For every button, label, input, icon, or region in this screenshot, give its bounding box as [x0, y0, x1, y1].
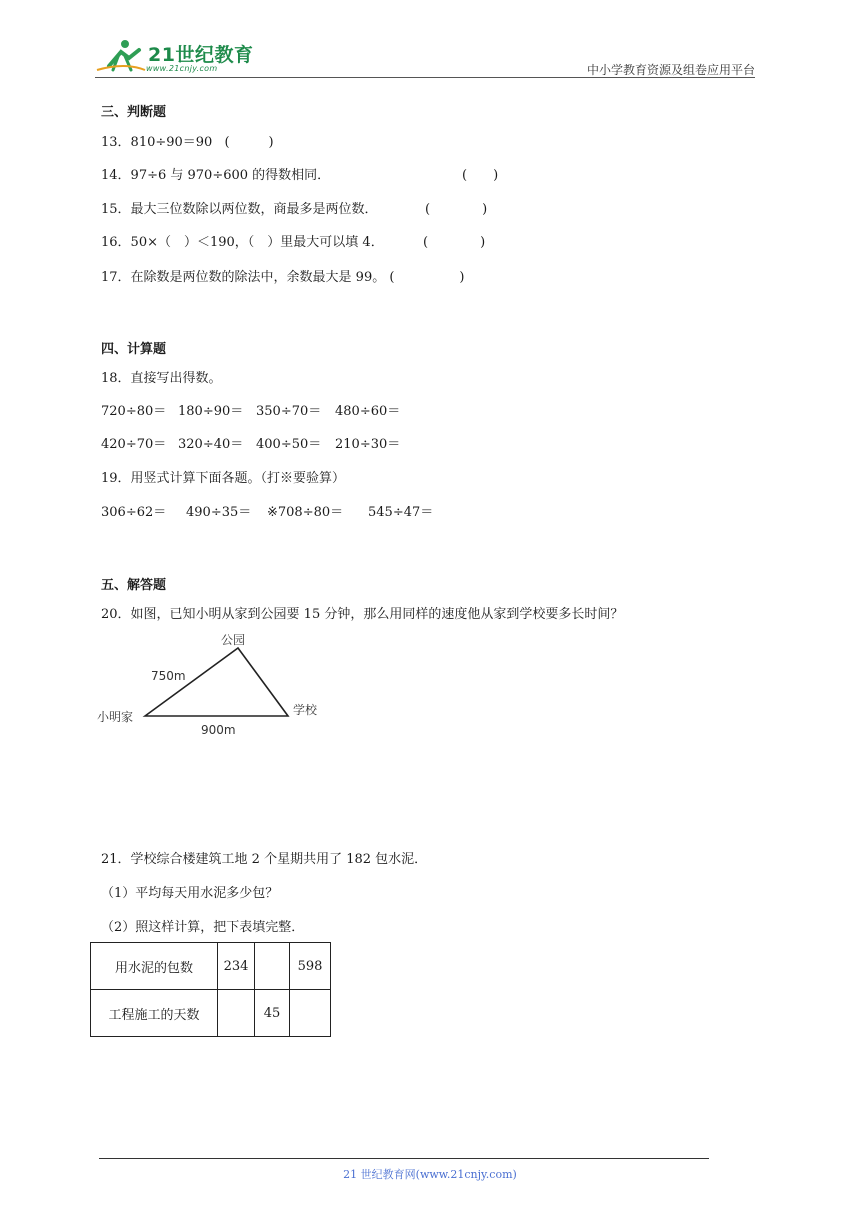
question-13	[101, 131, 274, 150]
footer-divider	[99, 1158, 709, 1159]
question-18: 18．直接写出得数。	[101, 371, 222, 386]
fill-in-table	[90, 942, 331, 1037]
logo-url: www.21cnjy.com	[146, 64, 218, 73]
answer-bracket: ( )	[423, 235, 486, 250]
question-15	[101, 198, 378, 217]
answer-bracket: ( )	[389, 270, 465, 285]
footer-link[interactable]: 21 世纪教育网(www.21cnjy.com)	[343, 1168, 517, 1181]
answer-bracket: ( )	[462, 168, 499, 183]
table-cell	[255, 943, 290, 990]
triangle-diagram	[95, 628, 335, 743]
table-row-label: 用水泥的包数	[91, 943, 218, 990]
label-home-school-distance: 900m	[201, 723, 236, 737]
calc-item: 490÷35＝	[186, 505, 252, 520]
question-text: 15．最大三位数除以两位数，商最多是两位数．	[101, 202, 378, 217]
question-text: 14．97÷6 与 970÷600 的得数相同．	[101, 168, 331, 183]
header-divider	[95, 77, 755, 78]
table-cell: 598	[290, 943, 331, 990]
table-cell: 45	[255, 990, 290, 1037]
question-21: 21．学校综合楼建筑工地 2 个星期共用了 182 包水泥．	[101, 852, 428, 867]
calc-item: 350÷70＝	[256, 404, 322, 419]
calc-item: 720÷80＝	[101, 404, 167, 419]
calc-item: 306÷62＝	[101, 505, 167, 520]
label-home: 小明家	[97, 710, 134, 724]
table-row	[91, 943, 331, 990]
section-title-answer: 五、解答题	[101, 578, 167, 593]
table-row	[91, 990, 331, 1037]
table-cell	[218, 990, 255, 1037]
table-cell	[290, 990, 331, 1037]
label-home-park-distance: 750m	[151, 669, 186, 683]
calc-item: 545÷47＝	[368, 505, 434, 520]
question-text: 16．50×（ ）＜190，（ ）里最大可以填 4．	[101, 235, 384, 250]
calc-item: 320÷40＝	[178, 437, 244, 452]
header-platform-text: 中小学教育资源及组卷应用平台	[586, 63, 755, 77]
question-19: 19．用竖式计算下面各题。（打※要验算）	[101, 471, 346, 486]
answer-bracket: ( )	[425, 202, 488, 217]
label-park: 公园	[221, 633, 246, 647]
calc-item: 210÷30＝	[335, 437, 401, 452]
calc-item: 400÷50＝	[256, 437, 322, 452]
label-school: 学校	[293, 703, 318, 717]
question-21-part-1: （1）平均每天用水泥多少包？	[101, 886, 279, 901]
question-21-part-2: （2）照这样计算，把下表填完整．	[101, 920, 305, 935]
calc-item: 180÷90＝	[178, 404, 244, 419]
question-20: 20．如图，已知小明从家到公园要 15 分钟，那么用同样的速度他从家到学校要多长时间？	[101, 607, 624, 622]
question-14	[101, 164, 330, 183]
question-text: 13．810÷90＝90	[101, 135, 213, 150]
question-17	[101, 266, 465, 285]
logo-text: 21世纪教育	[148, 44, 254, 66]
table-row-label: 工程施工的天数	[91, 990, 218, 1037]
answer-bracket: ( )	[224, 135, 274, 150]
section-title-judgment: 三、判断题	[101, 105, 167, 120]
calc-item: 420÷70＝	[101, 437, 167, 452]
question-16	[101, 231, 384, 250]
table-cell: 234	[218, 943, 255, 990]
question-text: 17．在除数是两位数的除法中，余数最大是 99。	[101, 270, 386, 285]
calc-item: 480÷60＝	[335, 404, 401, 419]
section-title-calculation: 四、计算题	[101, 342, 167, 357]
calc-item: ※708÷80＝	[267, 505, 344, 520]
